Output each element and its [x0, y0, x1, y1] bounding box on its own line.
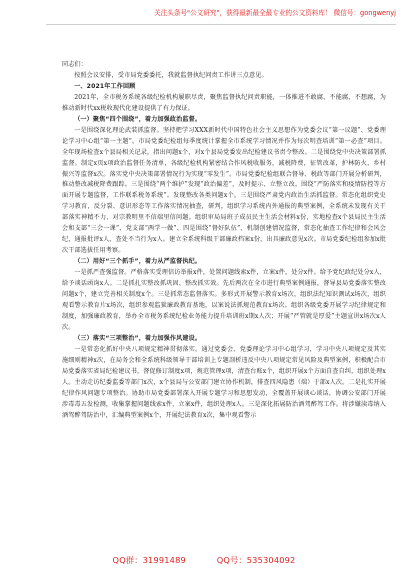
intro-paragraph: 按照会议安排，受市局党委委托，我就监督执纪问责工作讲三点意见。: [74, 71, 268, 79]
salutation: 同志们：: [62, 61, 87, 68]
subsection-heading-1: （一）聚焦“四个围绕”，着力加强政治监督。: [74, 115, 202, 123]
paragraph-discipline: 一是抓严查强监督。严格落实受理信访举报x件，处置问题线索x件，立案x件，处分x件。给予党纪政纪处分x人，给予谈话函询x人。二是抓扎实整改抓巩固、整改抓实效。先后两次在全市进行典型案例通报，督导县局党委落实整改问题x个，建立完善相关制度x个。三是抓常态监督落实。多形式开展警示教育x场次，组织法纪知识测试x场次，组织观看警示教育片x场次，组织参观监狱廉政教育基地，以案说法抓规范教育x场次。组织各级党委开展学习纪律规定和制度，加强廉政教育，举办全市税务系统纪检业务能力提升培训班x期x人次；开展“严管就是厚爱”主题宣讲x场次x人次。: [62, 269, 386, 331]
section-heading: 一、2021年工作回顾: [74, 82, 136, 90]
paragraph-political-supervision: 一是围绕深化理论武装抓监督。坚持把学习XXX新时代中国特色社会主义思想作为党委会议“第一议题”、党委理论学习中心组“第一主题”。市局党委纪检组每季度统计掌握全市系统学习情况并作为每次明查培训“第一必查”项目。全年现场检查x个县局相关记录，指出问题x个，对x个县局党委发出纪检建议书责令整改。二是围绕党中央决策部署抓监督。制定x页x项政治监督任务清单，各级纪检机构紧密结合作风税收服务，减税降费，征管改革，护林防火、乡村振兴等监督x次。落实党中央决策部署情况行为实现“零发生”。市局党委纪检组联合督导、税政等部门开展分析研判，推动整改减税降费跟踪。三是围绕“两个维护”发现“政治偏差”，及时提示、立整立改。围绕“严防落实和疫情防控等方面开展专题监督，工作联系税务系统”。发现整改各类问题x个。三是围绕严肃党内政治生活抓监督。常态化组织党史学习教育，反分裂、意识形态等工作落实情况抽查，研判，组织学习系统内外通报的典型案例，全系统未发现有关干部落实神精不力、对宗教明里不信端里信问题。组织审局局班子成员民主生活会材料x份，实地检查x个县局民主生活会和支部“三会一课”、党支部“两学一做”、四是围绕“督好队伍”、机制创建情况监督，常态化抽查工作纪律和会风会纪，通报批评x人，查处不当行为x人。建立全系统科级干部廉政档案x份，出具廉政意见x次。市局党委纪检组参加x批次干部选拔任用考察。: [62, 126, 386, 255]
paragraph-work-style: 一是常态化抓好中央八项规定精神贯彻落实。通过党委会、党委理论学习中心组学习，学习中央八项规定及其实施细则精神x次，在局务会和全系统科级领导干部培训上专题剖析违反中央八项规定常见风险及典型案例，积极配合市局党委落实省局纪检建议书，督促修订制度x项，规范管理x项，清查台账x个，组织开展x个方面自查自纠，组织处理x人。主动走访纪委监委等部门x次，x个县局与公安部门建立协作机制，排查四风隐患（端）于部x人次。二是扎实开展纪律作风问题专项整治。协助市局党委部署深入开展专题学习和思想发动，全覆盖开展谈心谈话，协调公安部门开展涉毒毒五发检测，收集掌握问题线索x件，立案x件，组织处理x人。三是深化拓展防治酒驾醉驾工作。将涉嫌渎毒纳入酒驾醉驾防治中，汇编典型案例x个，开展纪法教育x次，集中观看警示: [62, 345, 386, 419]
document-body: [62, 60, 386, 421]
qq-number-label: QQ号：535304092: [216, 555, 296, 565]
paragraph-overview: 2021年，全市税务系统各级纪检机构履职尽责，聚焦监督执纪问责职能，一体推进不敢腐、不能腐、不想腐，为推动新时代xx税收现代化建设提供了有力保证。: [62, 93, 386, 112]
qq-group-label: QQ群：31991489: [112, 555, 186, 565]
subsection-heading-3: （三）落实“三项整治”，着力加强作风建设。: [74, 334, 202, 342]
subsection-heading-2: （二）用好“三个抓手”，着力从严监督执纪。: [74, 258, 202, 266]
contact-footer: [0, 555, 408, 566]
promo-banner: 关注头条号"公文研究"，获得最新最全最专业的公文资料库！ 微信号：gongwenyj: [46, 2, 396, 25]
